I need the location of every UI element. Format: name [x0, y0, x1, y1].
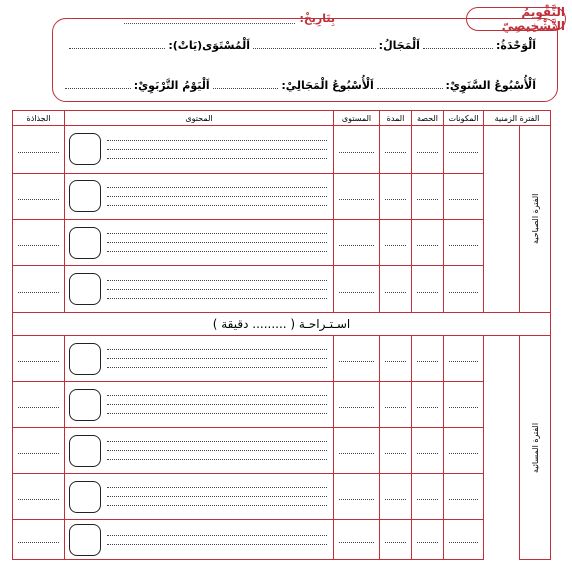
field-week-dots: [213, 78, 279, 89]
break-row: [13, 313, 551, 336]
annual-week-dots: [377, 78, 443, 89]
table-row: [13, 336, 551, 382]
table-row: [13, 266, 551, 313]
evening-label: الفترة المسائية: [530, 422, 540, 473]
content-checkbox[interactable]: [69, 435, 101, 467]
col-level: المستوى: [334, 111, 380, 126]
table-row: [13, 428, 551, 474]
content-checkbox[interactable]: [69, 389, 101, 421]
content-checkbox[interactable]: [69, 524, 101, 556]
col-duration: المدة: [380, 111, 412, 126]
level-label: اَلْمُسْتَوَى(يَاتْ):: [168, 39, 251, 52]
table-row: [13, 520, 551, 560]
content-checkbox[interactable]: [69, 481, 101, 513]
break-cell: اسـتـراحـة ( ......... دقيقة ): [13, 313, 551, 336]
col-taglines: الجذاذة: [13, 111, 65, 126]
unit-label: اَلْوَحْدَةُ:: [496, 39, 536, 52]
content-checkbox[interactable]: [69, 343, 101, 375]
field-label: اَلْمَجَالُ:: [378, 39, 420, 52]
edu-day-label: اَلْيَوْمُ التَّرْبَوِيْ:: [133, 79, 210, 92]
edu-day-dots: [65, 78, 131, 89]
content-checkbox[interactable]: [69, 273, 101, 305]
table-row: [13, 173, 551, 219]
schedule-table: [12, 110, 551, 560]
col-content: المحتوى: [65, 111, 334, 126]
evening-period-cell: [520, 336, 551, 560]
col-period: الفترة الزمنية: [484, 111, 551, 126]
table-row: [13, 474, 551, 520]
table-row: [13, 382, 551, 428]
field-week-label: اَلْأُسْبُوعُ الْمَجَالِيْ:: [281, 79, 374, 92]
content-checkbox[interactable]: [69, 227, 101, 259]
page-title: التَّقْوِيمُ التَّشْخِيصِيّ: [466, 7, 566, 31]
col-components: المكونات: [444, 111, 484, 126]
content-checkbox[interactable]: [69, 133, 101, 165]
content-checkbox[interactable]: [69, 180, 101, 212]
date-label: بِتَارِيخْ:: [299, 11, 335, 25]
header-row-2: [62, 78, 536, 92]
annual-week-label: اَلْأُسْبُوعُ السَّنَوِيْ:: [445, 79, 536, 92]
col-session: الحصة: [412, 111, 444, 126]
level-dots: [69, 38, 165, 49]
table-header-row: [13, 111, 551, 126]
header-row-1: [66, 38, 536, 52]
field-dots: [253, 38, 376, 49]
morning-label: الفترة الصباحية: [530, 193, 540, 245]
unit-dots: [423, 38, 493, 49]
morning-period-cell: [520, 126, 551, 313]
table-row: [13, 219, 551, 265]
table-row: [13, 126, 551, 174]
